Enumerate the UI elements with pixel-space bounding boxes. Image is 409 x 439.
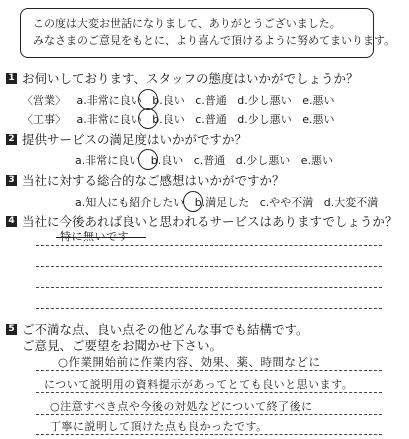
q1-sales-label: 〈営業〉 [22,94,66,107]
q1-construction-option-d[interactable]: d.少し悪い [237,113,292,126]
q5-answer-line-4: 丁寧に説明して頂けた点も良かったです。 [50,420,268,433]
q2-option-c[interactable]: c.普通 [193,154,226,167]
q1-sales-options [22,92,342,108]
question-5-text-2: ご意見、ご要望をお聞かせ下さい。 [22,338,223,353]
intro-line-2: みなさまのご意見をもとに、より喜んで頂けるように努めてまいります。 [33,34,396,47]
question-number-2: 2 [6,134,17,145]
q1-construction-selected-mark [138,108,158,129]
q1-construction-option-a[interactable]: a.非常に良い [76,113,142,126]
q3-option-d[interactable]: d.大変不満 [323,196,379,209]
q4-handwritten-answer: 特に無いです [60,230,129,243]
q4-answer-line-3 [36,287,382,288]
intro-box [20,8,396,58]
q4-strikethrough [56,237,146,238]
q2-options [75,152,340,168]
question-number-3: 3 [6,175,17,186]
question-3 [6,171,285,189]
q3-option-c[interactable]: c.やや不満 [259,196,314,209]
q1-sales-option-a[interactable]: a.非常に良い [76,94,142,107]
intro-line-1: この度は大変お世話になりまして、ありがとうございました。 [33,17,341,30]
q2-option-b[interactable]: b.良い [150,154,184,167]
q1-construction-label: 〈工事〉 [22,113,66,126]
q2-option-d[interactable]: d.少し悪い [235,154,291,167]
q1-sales-option-c[interactable]: c.普通 [195,94,227,107]
q5-rule-3 [36,414,382,415]
q3-option-b[interactable]: b.満足した [194,196,250,209]
question-number-1: 1 [6,73,17,84]
q3-selected-mark [183,191,203,212]
q2-option-a[interactable]: a.非常に良い [75,154,141,167]
q1-sales-option-e[interactable]: e.悪い [302,94,335,107]
question-1 [6,69,359,87]
q5-answer-line-3: ○注意すべき点や今後の対処などについて終了後に [50,400,313,413]
question-4-text: 当社に今後あれば良いと思われるサービスはありますでしょうか？ [22,214,398,229]
question-number-4: 4 [6,216,17,227]
question-2-text: 提供サービスの満足度はいかがですか？ [22,132,248,147]
question-2 [6,130,247,148]
q5-rule-1 [36,370,382,371]
q1-construction-option-b[interactable]: b.良い [152,113,185,126]
q5-rule-4 [36,434,382,435]
question-1-text: お伺いしております、スタッフの態度はいかがでしょうか？ [22,71,359,86]
question-number-5: 5 [6,324,17,335]
q5-answer-line-2: について説明用の資料提示があってとても良いと思います。 [44,378,354,391]
q1-sales-option-d[interactable]: d.少し悪い [237,94,292,107]
q2-selected-mark [138,149,158,170]
q1-sales-option-b[interactable]: b.良い [152,94,185,107]
q1-construction-option-c[interactable]: c.普通 [195,113,227,126]
q5-answer-line-1: ○作業開始前に作業内容、効果、薬、時間などに [58,355,321,369]
q5-rule-2 [36,392,382,393]
q3-options [75,194,385,210]
q4-answer-line-2 [36,266,382,267]
q1-sales-selected-mark [138,89,158,110]
question-3-text: 当社に対する総合的なご感想はいかがですか？ [22,173,285,188]
q3-option-a[interactable]: a.知人にも紹介したい [75,196,185,209]
q2-option-e[interactable]: e.悪い [300,154,334,167]
q4-answer-line-1 [36,245,382,246]
question-5-text-1: ご不満な点、良い点その他どんな事でも結構です。 [22,322,309,337]
question-5-sub [22,336,222,354]
q1-construction-options [22,111,342,127]
q4-answer-line-4 [36,308,382,309]
q1-construction-option-e[interactable]: e.悪い [302,113,335,126]
